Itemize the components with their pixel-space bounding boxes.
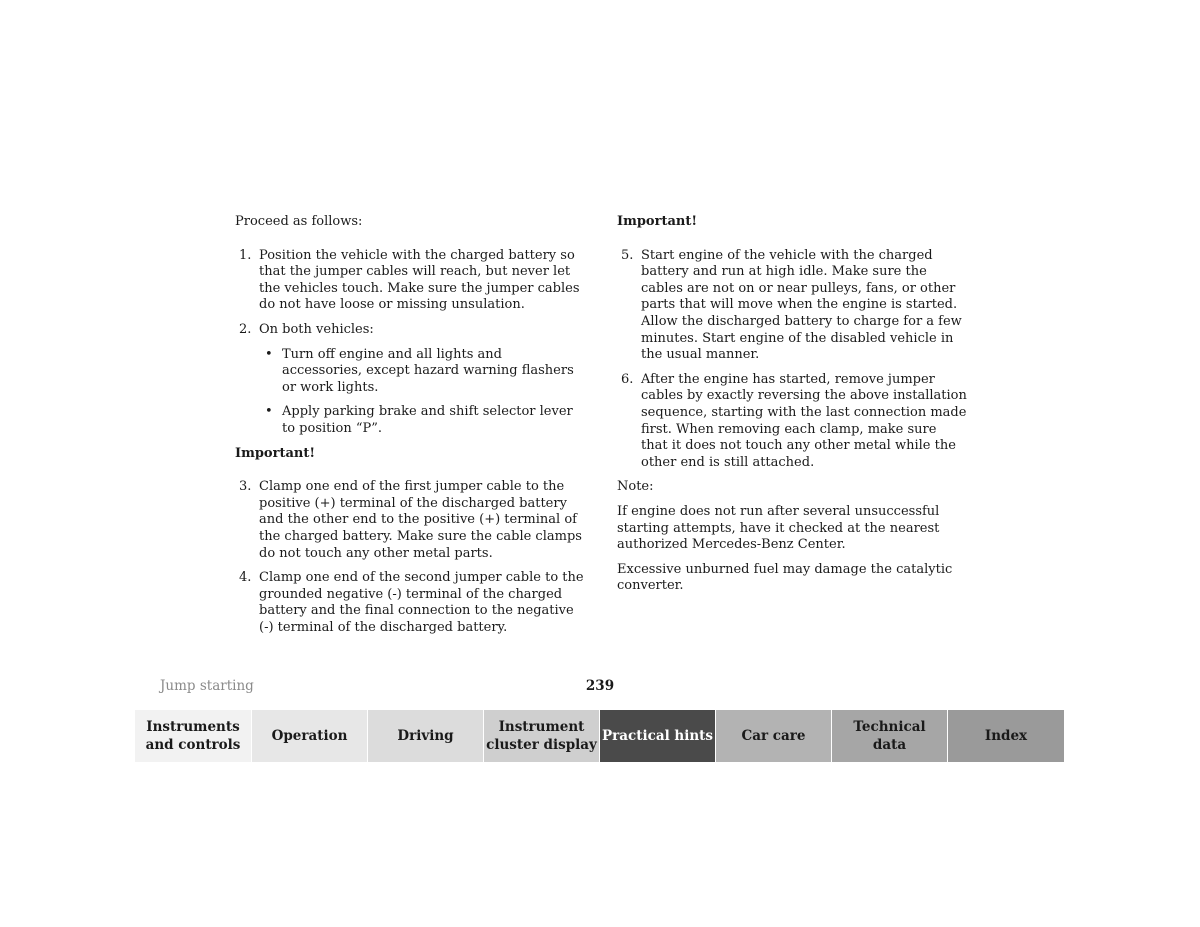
bullet-icon: • bbox=[265, 404, 273, 420]
bullet-item bbox=[235, 347, 585, 397]
right-column bbox=[617, 214, 967, 603]
step-text: Start engine of the vehicle with the charged battery and run at high idle. Make sure the cables are not on or near pulleys, fans, or other parts that will move when the engine is started. Allow the discharged battery to charge for a few minutes. Start engine of the disabled vehicle in the usual manner. bbox=[641, 247, 962, 363]
tab-driving[interactable]: Driving bbox=[368, 710, 484, 762]
tab-practical-hints[interactable]: Practical hints bbox=[600, 710, 716, 762]
tab-instruments-and-controls[interactable]: Instruments and controls bbox=[135, 710, 252, 762]
step-item bbox=[235, 322, 585, 339]
step-text: Position the vehicle with the charged battery so that the jumper cables will reach, but never let the vehicles touch. Make sure the jumper cables do not have loose or missing unsulation. bbox=[259, 247, 580, 313]
intro-text: Proceed as follows: bbox=[235, 214, 363, 229]
step-number: 2. bbox=[239, 321, 252, 337]
tab-car-care[interactable]: Car care bbox=[716, 710, 832, 762]
note-text: Excessive unburned fuel may damage the catalytic converter. bbox=[617, 561, 953, 594]
step-item bbox=[235, 248, 585, 314]
step-number: 4. bbox=[239, 570, 252, 586]
chapter-tab-bar bbox=[135, 710, 1064, 762]
step-item bbox=[235, 479, 585, 562]
bullet-icon: • bbox=[265, 346, 273, 362]
section-title: Jump starting bbox=[160, 678, 254, 694]
left-column bbox=[235, 214, 585, 644]
bullet-text: Apply parking brake and shift selector lever to position “P”. bbox=[282, 404, 573, 436]
step-number: 6. bbox=[621, 371, 634, 387]
important-heading: Important! bbox=[235, 445, 316, 461]
step-text: On both vehicles: bbox=[259, 321, 374, 337]
step-text: Clamp one end of the first jumper cable to the positive (+) terminal of the discharged battery and the other end to the positive (+) terminal of the charged battery. Make sure the cable clamps do not touch any other metal parts. bbox=[259, 479, 582, 561]
bullet-item bbox=[235, 404, 585, 437]
step-item bbox=[235, 570, 585, 636]
step-text: Clamp one end of the second jumper cable to the grounded negative (-) terminal of the charged battery and the final connection to the negative (-) terminal of the discharged battery. bbox=[259, 570, 584, 635]
page-number: 239 bbox=[585, 678, 615, 694]
step-number: 3. bbox=[239, 479, 252, 495]
important-heading: Important! bbox=[617, 214, 698, 229]
tab-technical-data[interactable]: Technical data bbox=[832, 710, 948, 762]
note-label: Note: bbox=[617, 479, 654, 495]
step-number: 1. bbox=[239, 247, 252, 263]
step-text: After the engine has started, remove jumper cables by exactly reversing the above installation sequence, starting with the last connection made first. When removing each clamp, make sure that it does not touch any other metal while the other end is still attached. bbox=[641, 371, 967, 470]
tab-operation[interactable]: Operation bbox=[252, 710, 368, 762]
tab-index[interactable]: Index bbox=[948, 710, 1064, 762]
bullet-text: Turn off engine and all lights and accessories, except hazard warning flashers or work lights. bbox=[282, 346, 574, 395]
step-number: 5. bbox=[621, 247, 634, 263]
step-item bbox=[617, 372, 967, 472]
tab-instrument-cluster-display[interactable]: Instrument cluster display bbox=[484, 710, 600, 762]
note-text: If engine does not run after several unsuccessful starting attempts, have it checked at the nearest authorized Mercedes-Benz Center. bbox=[617, 503, 940, 553]
step-item bbox=[617, 248, 967, 364]
